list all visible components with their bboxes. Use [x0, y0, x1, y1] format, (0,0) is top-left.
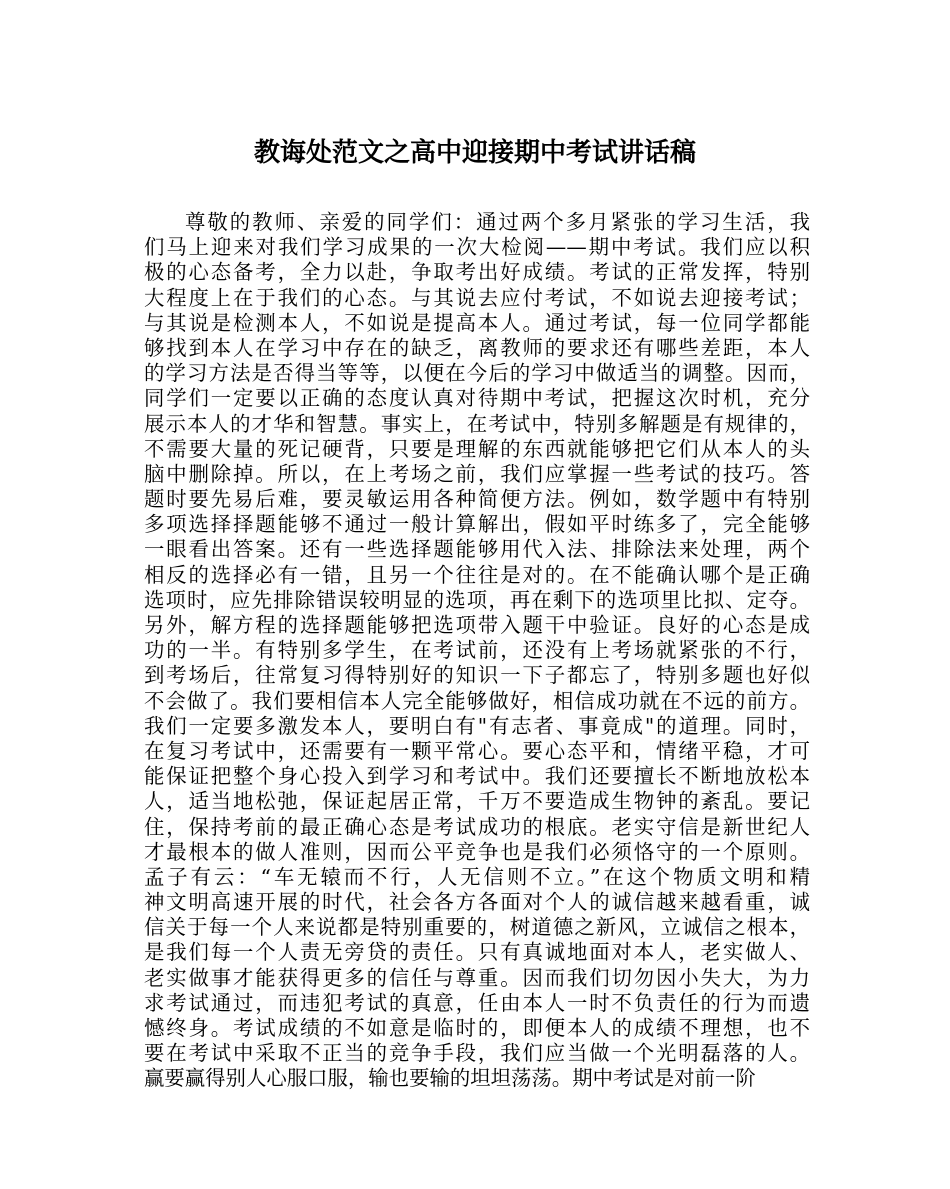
body-line: 住，保持考前的最正确心态是考试成功的根底。老实守信是新世纪人 — [144, 814, 810, 839]
body-line: 才最根本的做人准则，因而公平竞争也是我们必须恪守的一个原则。 — [144, 839, 810, 864]
document-title: 教诲处范文之高中迎接期中考试讲话稿 — [253, 138, 696, 168]
body-line: 不会做了。我们要相信本人完全能够做好，相信成功就在不远的前方。 — [144, 688, 810, 713]
body-line: 题时要先易后难，要灵敏运用各种简便方法。例如，数学题中有特别 — [144, 487, 810, 512]
body-line: 能保证把整个身心投入到学习和考试中。我们还要擅长不断地放松本 — [144, 764, 810, 789]
body-line: 一眼看出答案。还有一些选择题能够用代入法、排除法来处理，两个 — [144, 537, 810, 562]
body-line: 要在考试中采取不正当的竞争手段，我们应当做一个光明磊落的人。 — [144, 1041, 810, 1066]
body-line: 多项选择择题能够不通过一般计算解出，假如平时练多了，完全能够 — [144, 512, 810, 537]
body-line: 选项时，应先排除错误较明显的选项，再在剩下的选项里比拟、定夺。 — [144, 587, 810, 612]
body-line: 孟子有云：“车无辕而不行，人无信则不立。”在这个物质文明和精 — [144, 864, 810, 889]
body-line: 我们一定要多激发本人，要明白有"有志者、事竟成"的道理。同时， — [144, 713, 810, 738]
body-line: 脑中删除掉。所以，在上考场之前，我们应掌握一些考试的技巧。答 — [144, 461, 810, 486]
body-line: 神文明高速开展的时代，社会各方各面对个人的诚信越来越看重，诚 — [144, 890, 810, 915]
body-line: 老实做事才能获得更多的信任与尊重。因而我们切勿因小失大，为力 — [144, 965, 810, 990]
body-line: 尊敬的教师、亲爱的同学们：通过两个多月紧张的学习生活，我 — [185, 210, 810, 234]
body-line: 求考试通过，而违犯考试的真意，任由本人一时不负责任的行为而遗 — [144, 990, 810, 1015]
body-line: 大程度上在于我们的心态。与其说去应付考试，不如说去迎接考试； — [144, 285, 810, 310]
document-body — [144, 210, 810, 1092]
body-line: 不需要大量的死记硬背，只要是理解的东西就能够把它们从本人的头 — [144, 436, 810, 461]
body-line: 到考场后，往常复习得特别好的知识一下子都忘了，特别多题也好似 — [144, 663, 810, 688]
body-line: 展示本人的才华和智慧。事实上，在考试中，特别多解题是有规律的， — [144, 411, 810, 436]
body-line: 是我们每一个人责无旁贷的责任。只有真诚地面对本人，老实做人、 — [144, 940, 810, 965]
body-line: 同学们一定要以正确的态度认真对待期中考试，把握这次时机，充分 — [144, 386, 810, 411]
body-line: 与其说是检测本人，不如说是提高本人。通过考试，每一位同学都能 — [144, 310, 810, 335]
body-line: 够找到本人在学习中存在的缺乏，离教师的要求还有哪些差距，本人 — [144, 335, 810, 360]
body-line: 极的心态备考，全力以赴，争取考出好成绩。考试的正常发挥，特别 — [144, 260, 810, 285]
body-line: 赢要赢得别人心服口服，输也要输的坦坦荡荡。期中考试是对前一阶 — [144, 1066, 756, 1091]
body-line: 的学习方法是否得当等等，以便在今后的学习中做适当的调整。因而， — [144, 361, 810, 386]
body-line: 在复习考试中，还需要有一颗平常心。要心态平和，情绪平稳，才可 — [144, 738, 810, 763]
body-line: 相反的选择必有一错，且另一个往往是对的。在不能确认哪个是正确 — [144, 562, 810, 587]
body-line: 憾终身。考试成绩的不如意是临时的，即便本人的成绩不理想，也不 — [144, 1016, 810, 1040]
body-line: 功的一半。有特别多学生，在考试前，还没有上考场就紧张的不行， — [144, 638, 810, 663]
body-line: 们马上迎来对我们学习成果的一次大检阅——期中考试。我们应以积 — [144, 235, 810, 260]
body-line: 另外，解方程的选择题能够把选项带入题干中验证。良好的心态是成 — [144, 613, 810, 637]
body-line: 人，适当地松弛，保证起居正常，千万不要造成生物钟的紊乱。要记 — [144, 789, 810, 814]
body-line: 信关于每一个人来说都是特别重要的，树道德之新风，立诚信之根本， — [144, 915, 810, 940]
